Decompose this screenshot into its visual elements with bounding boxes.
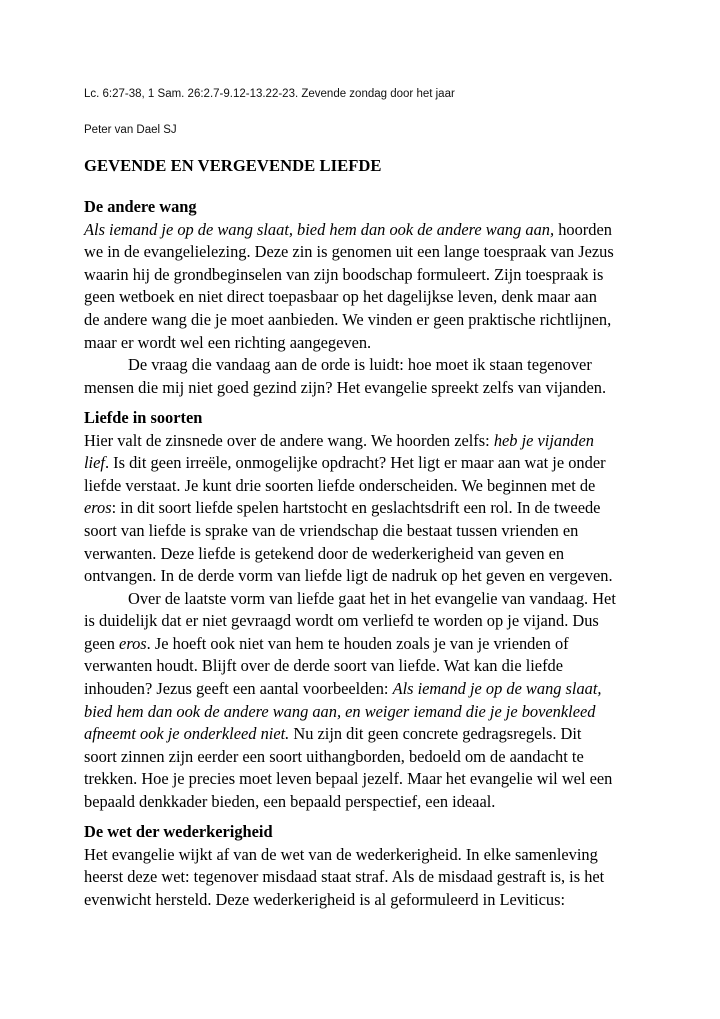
paragraph-line: Over de laatste vorm van liefde gaat het in het evangelie van vandaag. Het [128, 588, 616, 608]
paragraph-line: Hier valt de zinsnede over de andere wang. We hoorden zelfs: heb je vijanden [84, 430, 594, 450]
italic-quote: Als iemand je op de wang slaat, bied hem dan ook de andere wang aan, [84, 219, 555, 239]
paragraph-line: afneemt ook je onderkleed niet. Nu zijn dit geen concrete gedragsregels. Dit [84, 724, 582, 744]
document-body [84, 196, 644, 912]
author-name: Peter van Dael SJ [84, 124, 177, 136]
paragraph-line: inhouden? Jezus geeft een aantal voorbeelden: Als iemand je op de wang slaat, [84, 679, 602, 699]
readings-reference: Lc. 6:27-38, 1 Sam. 26:2.7-9.12-13.22-23. Zevende zondag door het jaar [84, 88, 455, 100]
paragraph-line: Het evangelie wijkt af van de wet van de wederkerigheid. In elke samenleving [84, 844, 598, 864]
paragraph-line: liefde verstaat. Je kunt drie soorten liefde onderscheiden. We beginnen met de [84, 475, 596, 495]
paragraph-line: waarin hij de grondbeginselen van zijn boodschap formuleert. Zijn toespraak is [84, 264, 604, 284]
italic-quote: Als iemand je op de wang slaat, [392, 679, 602, 699]
paragraph-line: geen wetboek en niet direct toepasbaar op het dagelijkse leven, denk maar aan [84, 287, 597, 307]
paragraph-line: verwanten houdt. Blijft over de derde soort van liefde. Wat kan die liefde [84, 656, 564, 676]
section-de-wet-der-wederkerigheid [84, 821, 644, 911]
section-de-andere-wang [84, 196, 644, 399]
paragraph-line: bepaald denkkader bieden, een bepaald perspectief, een ideaal. [84, 792, 496, 812]
paragraph-line: soort zinnen zijn eerder een soort uithangborden, bedoeld om de aandacht te [84, 746, 584, 766]
document-title: GEVENDE EN VERGEVENDE LIEFDE [84, 156, 382, 175]
paragraph-line [84, 701, 644, 724]
paragraph-line: de andere wang die je moet aanbieden. We vinden er geen praktische richtlijnen, [84, 309, 612, 329]
section-heading: De andere wang [84, 197, 197, 216]
italic-term: eros [119, 633, 147, 653]
paragraph-line: lief. Is dit geen irreële, onmogelijke opdracht? Het ligt er maar aan wat je onder [84, 453, 606, 473]
section-heading: De wet der wederkerigheid [84, 822, 273, 842]
paragraph-line: is duidelijk dat er niet gevraagd wordt om verliefd te worden op je vijand. Dus [84, 611, 599, 631]
section-heading: Liefde in soorten [84, 407, 203, 427]
paragraph-line: Als iemand je op de wang slaat, bied hem dan ook de andere wang aan, hoorden [84, 219, 612, 239]
paragraph-line: mensen die mij niet goed gezind zijn? Het evangelie spreekt zelfs van vijanden. [84, 377, 607, 397]
paragraph-line: soort van liefde is sprake van de vriendschap die bestaat tussen vrienden en [84, 520, 579, 540]
paragraph-line: maar er wordt wel een richting aangegeven. [84, 332, 372, 352]
paragraph-line: heerst deze wet: tegenover misdaad staat straf. Als de misdaad gestraft is, is het [84, 867, 605, 887]
paragraph-line: trekken. Hoe je precies moet leven bepaal jezelf. Maar het evangelie wil wel een [84, 769, 613, 789]
italic-quote: lief [84, 453, 105, 473]
paragraph-line: we in de evangelielezing. Deze zin is genomen uit een lange toespraak van Jezus [84, 242, 614, 262]
paragraph-line: geen eros. Je hoeft ook niet van hem te houden zoals je van je vrienden of [84, 633, 569, 653]
section-liefde-in-soorten [84, 407, 644, 814]
italic-quote: heb je vijanden [493, 430, 594, 450]
paragraph-line: De vraag die vandaag aan de orde is luidt: hoe moet ik staan tegenover [128, 355, 592, 375]
italic-term: eros [84, 498, 112, 518]
paragraph-line: evenwicht hersteld. Deze wederkerigheid is al geformuleerd in Leviticus: [84, 890, 566, 909]
paragraph-line: ontvangen. In de derde vorm van liefde ligt de nadruk op het geven en vergeven. [84, 566, 613, 586]
italic-quote: afneemt ook je onderkleed niet. [84, 724, 290, 744]
paragraph-line: verwanten. Deze liefde is getekend door de wederkerigheid van geven en [84, 543, 565, 563]
italic-quote: bied hem dan ook de andere wang aan, en weiger iemand die je je bovenkleed [84, 701, 596, 721]
paragraph-line: eros: in dit soort liefde spelen hartstocht en geslachtsdrift een rol. In de tweede [84, 498, 601, 518]
